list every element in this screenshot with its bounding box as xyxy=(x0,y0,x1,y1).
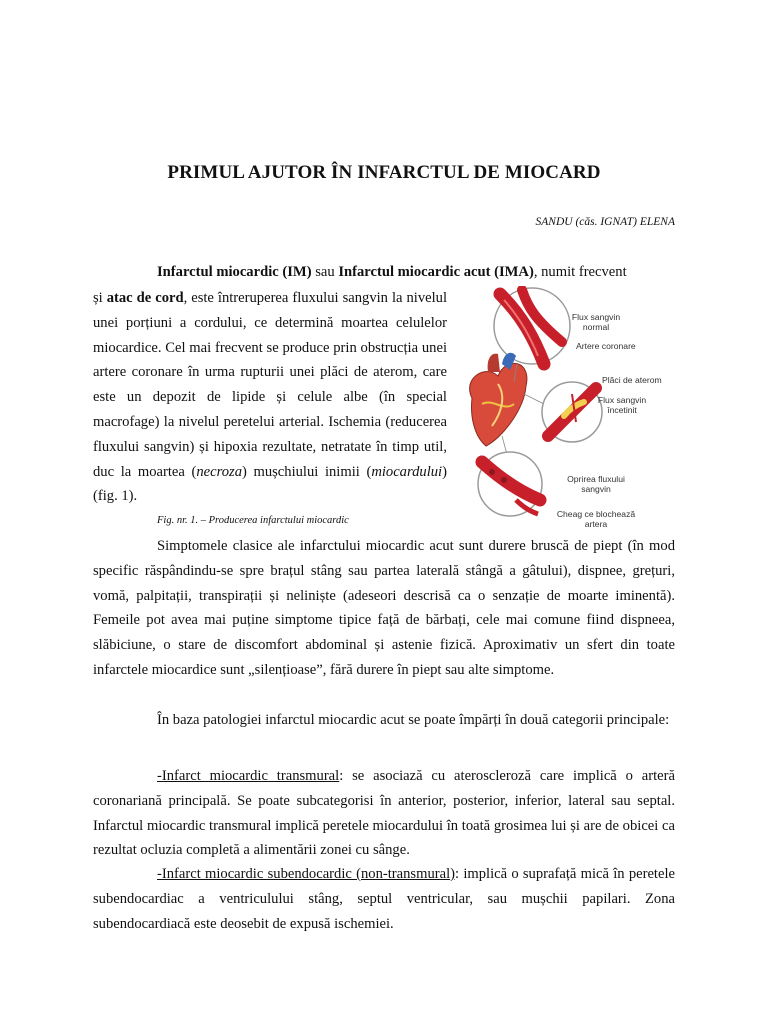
normal-flow-inset xyxy=(494,288,570,364)
label-normal-flow-2: normal xyxy=(582,322,610,332)
clot-inset xyxy=(478,452,542,516)
infarction-figure xyxy=(462,286,682,530)
paragraph-definition-line: Infarctul miocardic (IM) sau Infarctul miocardic acut (IMA), numit frecvent xyxy=(157,264,627,280)
paragraph-definition: și atac de cord, este întreruperea fluxului sangvin la nivelul unei porțiuni a cordului, ce determină moartea celulelor miocardice. Cel mai frecvent se produce prin obstrucția unei artere coronare în urma rupturii unei plăci de aterom, care este un depozit de lipide și celule albe (în special macrofage) la nivelul peretelui arterial. Ischemia (reducerea fluxului sangvin) și hipoxia rezultate, netratate în timp util, duc la moartea (necroza) mușchiului inimii (miocardului) (fig. 1). xyxy=(93,290,447,505)
label-stopped-flow-1: Oprirea fluxului xyxy=(567,474,625,484)
plaque-inset xyxy=(542,382,602,442)
label-slowed-flow-2: încetinit xyxy=(607,405,637,415)
paragraph-transmural: -Infarct miocardic transmural: se asociază cu ateroscleroză care implică o arteră coronariană principală. Se poate subcategorisi în anterior, posterior, inferior, lateral sau septal. Infarctul miocardic transmural implică peretele miocardului în toată grosimea lui și are de obicei ca rezultat ocluzia completă a alimentării zonei cu sânge. xyxy=(93,768,675,859)
label-coronary-arteries: Artere coronare xyxy=(576,341,636,351)
term-ima: Infarctul miocardic acut (IMA) xyxy=(338,264,534,280)
term-transmural: -Infarct miocardic transmural xyxy=(157,768,340,784)
term-subendocardic: -Infarct miocardic subendocardic (non-transmural) xyxy=(157,866,456,882)
paragraph-categories: În baza patologiei infarctul miocardic acut se poate împărți în două categorii principale: xyxy=(157,712,670,728)
term-necroza: necroza xyxy=(196,463,242,480)
figure-caption: Fig. nr. 1. – Producerea infarctului miocardic xyxy=(157,515,349,526)
label-clot-2: artera xyxy=(584,519,608,529)
label-clot-1: Cheag ce blochează xyxy=(556,509,636,519)
term-atac-de-cord: atac de cord xyxy=(106,290,184,306)
paragraph-subendocardic: -Infarct miocardic subendocardic (non-transmural): implică o suprafață mică în peretele subendocardiac a ventriculului stâng, septul ventricular, sau mușchii papilari. Zona subendocardiacă este deosebit de expusă ischemiei. xyxy=(93,866,675,932)
label-plaque: Plăci de aterom xyxy=(602,375,662,385)
author-name: SANDU (căs. IGNAT) ELENA xyxy=(535,216,675,228)
label-normal-flow-1: Flux sangvin xyxy=(571,312,621,322)
term-im: Infarctul miocardic (IM) xyxy=(157,264,312,280)
paragraph-symptoms: Simptomele clasice ale infarctului miocardic acut sunt durere bruscă de piept (în mod specific răspândindu-se spre brațul stâng sau partea laterală stângă a gâtului), dispnee, grețuri, vomă, palpitații, transpirații și neliniște (adeseori descrisă ca o senzație de moarte iminentă). Femeile pot avea mai puține simptome tipice față de bărbați, cele mai comune fiind dispneea, slăbiciune, o stare de discomfort abdominal și astenie fizică. Aproximativ un sfert din toate infarctele miocardice sunt „silențioase”, fără durere în piept sau alte simptome. xyxy=(93,538,675,678)
label-stopped-flow-2: sangvin xyxy=(581,484,611,494)
infarction-illustration xyxy=(462,286,682,530)
heart-icon xyxy=(470,353,527,446)
document-title: PRIMUL AJUTOR ÎN INFARCTUL DE MIOCARD xyxy=(167,162,601,183)
term-miocardului: miocardului xyxy=(371,463,443,480)
label-slowed-flow-1: Flux sangvin xyxy=(597,395,647,405)
